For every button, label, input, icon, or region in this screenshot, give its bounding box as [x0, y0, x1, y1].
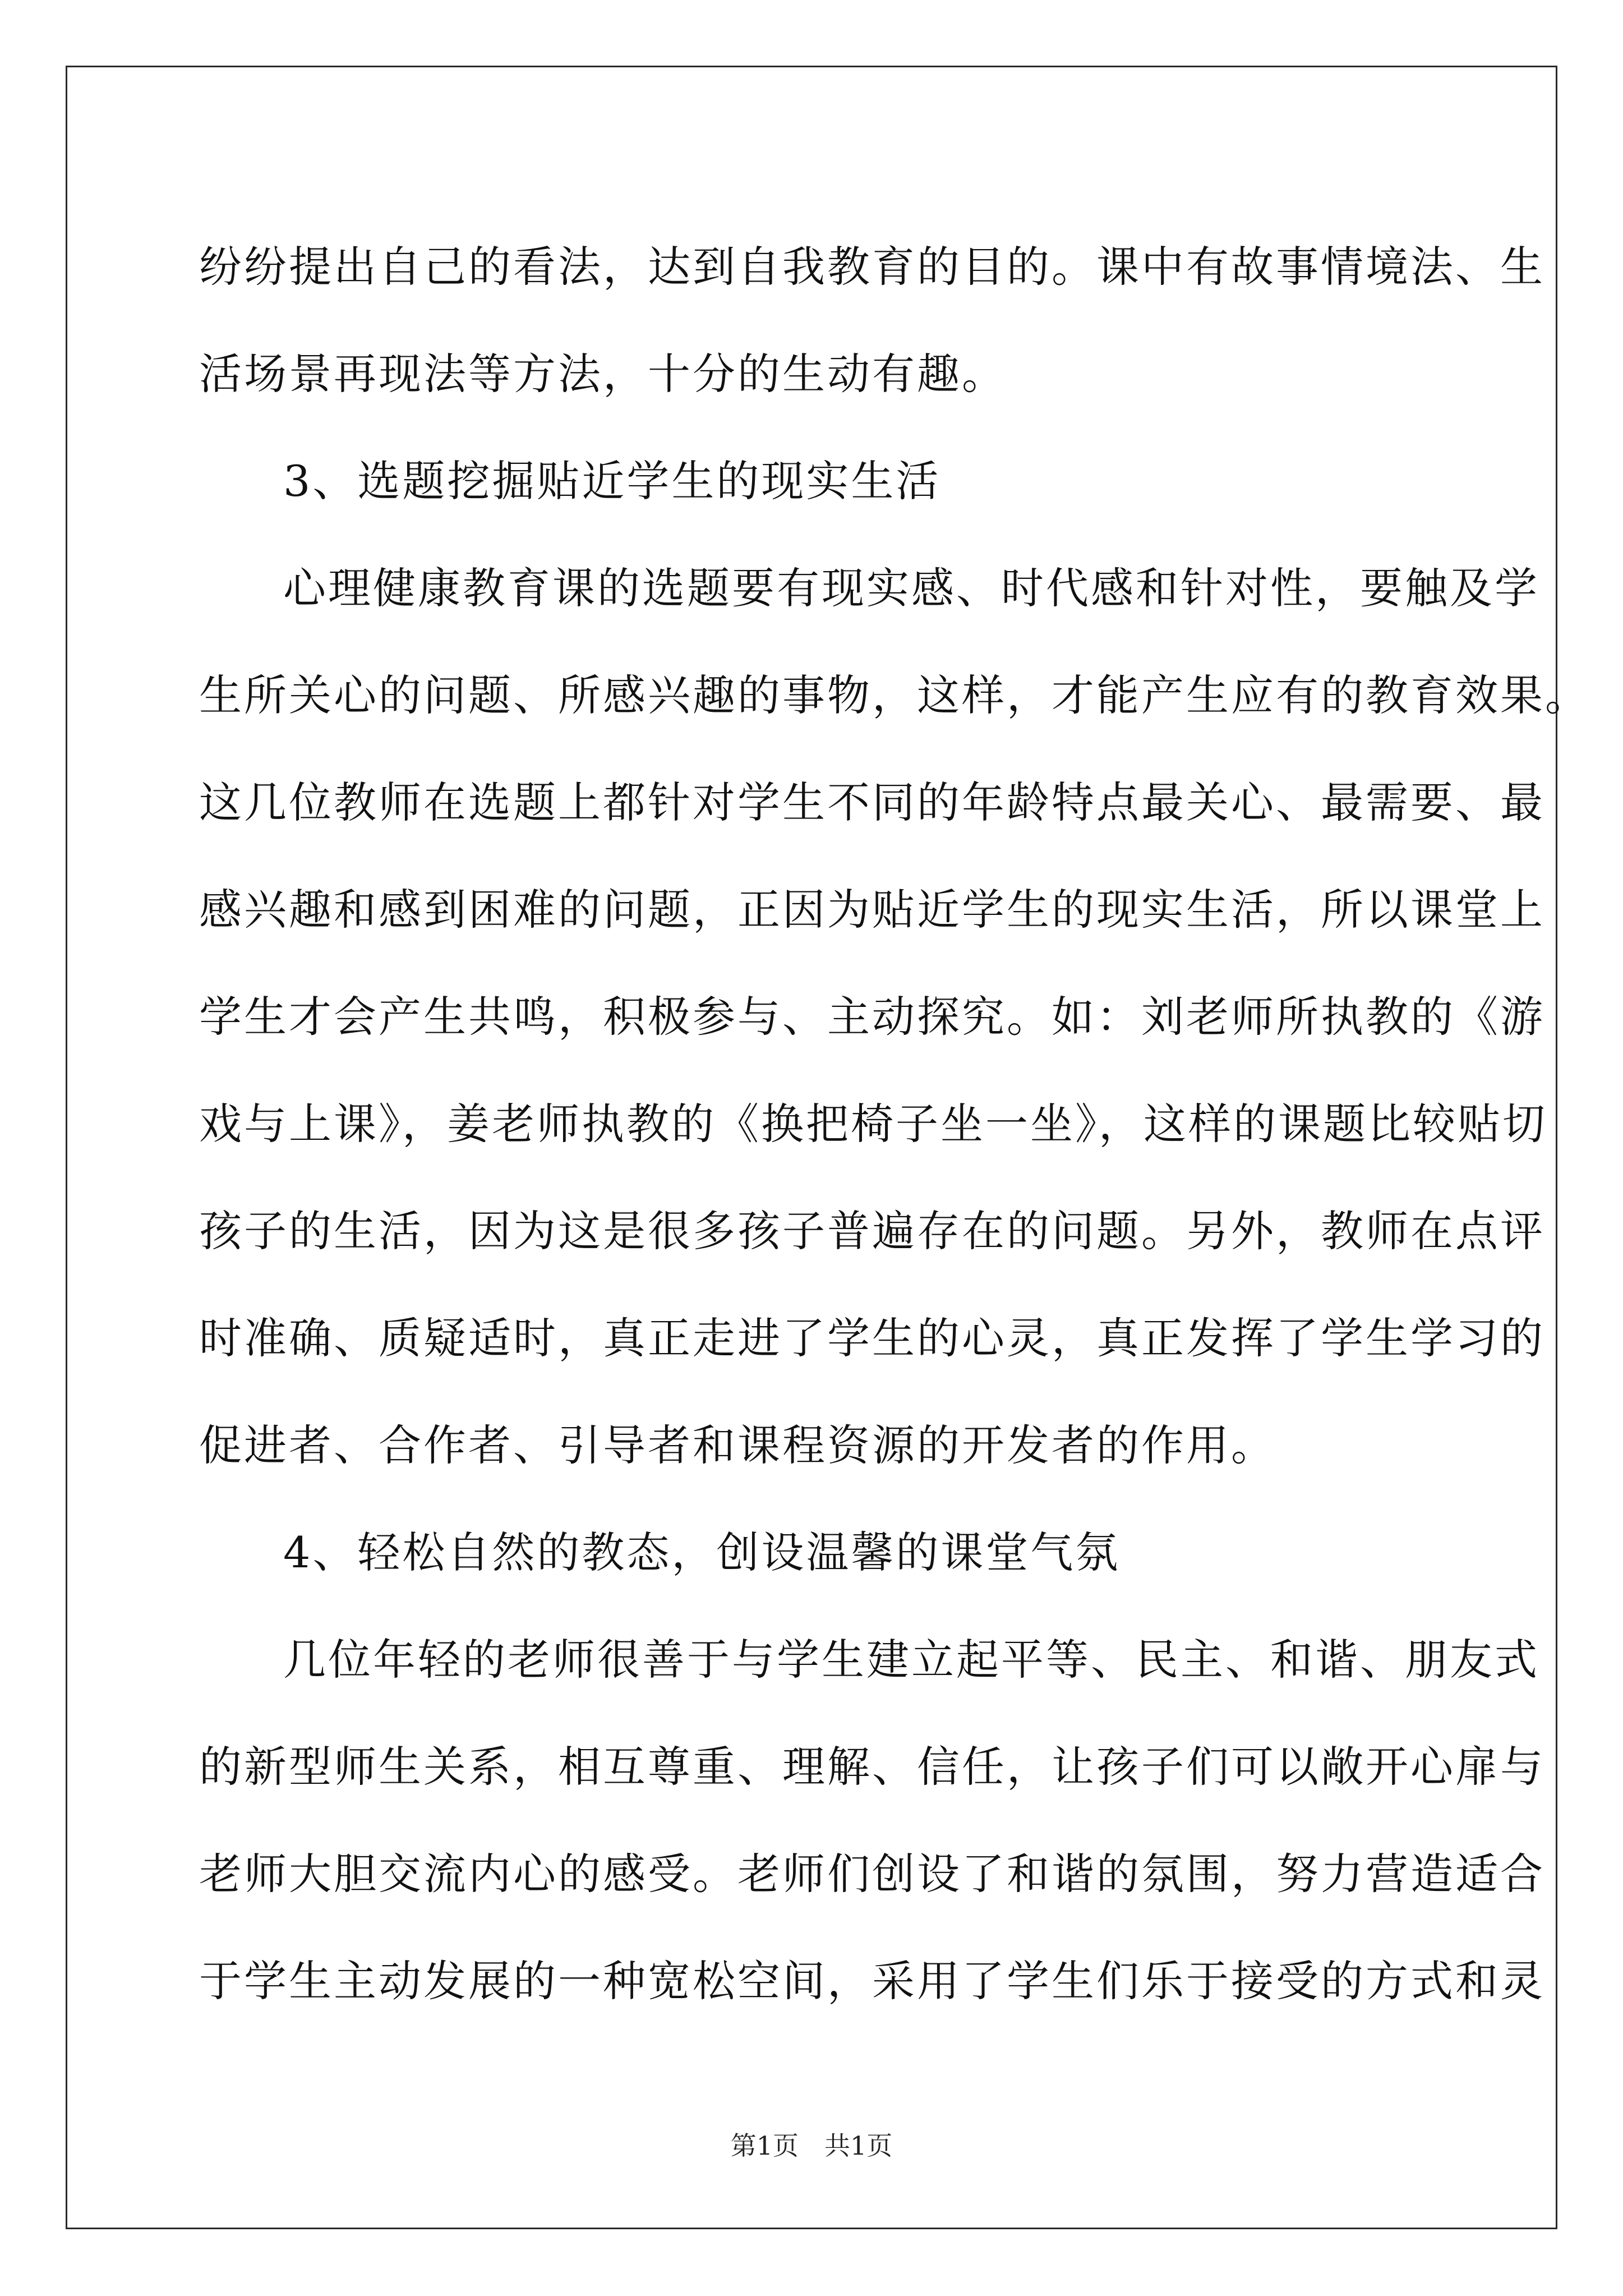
text-line: 生所关心的问题、所感兴趣的事物，这样，才能产生应有的教育效果。 — [199, 670, 1590, 720]
text-line: 孩子的生活，因为这是很多孩子普遍存在的问题。另外，教师在点评 — [199, 1206, 1545, 1256]
page-number-total: 共1页 — [824, 2131, 893, 2161]
text-line: 的新型师生关系，相互尊重、理解、信任，让孩子们可以敞开心扉与 — [199, 1742, 1545, 1792]
text-line: 戏与上课》，姜老师执教的《换把椅子坐一坐》，这样的课题比较贴切 — [199, 1099, 1547, 1149]
text-line: 老师大胆交流内心的感受。老师们创设了和谐的氛围，努力营造适合 — [199, 1849, 1545, 1899]
text-line: 这几位教师在选题上都针对学生不同的年龄特点最关心、最需要、最 — [199, 777, 1545, 827]
text-line: 心理健康教育课的选题要有现实感、时代感和针对性，要触及学 — [283, 563, 1539, 613]
text-line: 纷纷提出自己的看法，达到自我教育的目的。课中有故事情境法、生 — [199, 242, 1545, 292]
text-line: 时准确、质疑适时，真正走进了学生的心灵，真正发挥了学生学习的 — [199, 1313, 1545, 1363]
text-line: 感兴趣和感到困难的问题，正因为贴近学生的现实生活，所以课堂上 — [199, 885, 1545, 935]
text-line: 学生才会产生共鸣，积极参与、主动探究。如：刘老师所执教的《游 — [199, 992, 1545, 1042]
page-number-current: 第1页 — [730, 2131, 799, 2161]
text-line: 于学生主动发展的一种宽松空间，采用了学生们乐于接受的方式和灵 — [199, 1956, 1545, 2006]
text-line: 3、选题挖掘贴近学生的现实生活 — [283, 456, 941, 506]
text-line: 4、轻松自然的教态，创设温馨的课堂气氛 — [283, 1527, 1121, 1577]
text-line: 几位年轻的老师很善于与学生建立起平等、民主、和谐、朋友式 — [283, 1635, 1539, 1685]
document-body — [199, 213, 1590, 2035]
text-line: 活场景再现法等方法，十分的生动有趣。 — [199, 349, 1007, 399]
text-line: 促进者、合作者、引导者和课程资源的开发者的作用。 — [199, 1420, 1276, 1470]
page-footer — [0, 2129, 1623, 2162]
